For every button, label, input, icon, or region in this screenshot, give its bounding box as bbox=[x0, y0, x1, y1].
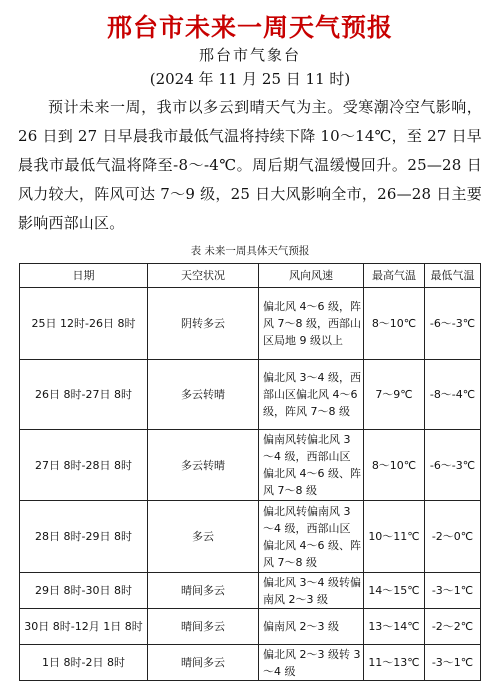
cell-low: -3～1℃ bbox=[425, 573, 481, 609]
cell-wind: 偏北风转偏南风 3～4 级，西部山区偏北风 4～6 级、阵风 7～8 级 bbox=[259, 501, 364, 573]
issuing-agency: 邢台市气象台 bbox=[198, 46, 301, 64]
table-row bbox=[20, 360, 481, 430]
table-header-row bbox=[20, 264, 481, 288]
cell-low: -2～0℃ bbox=[425, 501, 481, 573]
forecast-summary: 预计未来一周，我市以多云到晴天气为主。受寒潮冷空气影响，26 日到 27 日早晨我市最低气温将持续下降 10～14℃，至 27 日早晨我市最低气温将降至-8～-4℃。周后期气温缓慢回升。25—28 日风力较大，阵风可达 7～9 级，25 日大风影响全市，26—28 日主要影响西部山区。 bbox=[18, 98, 482, 232]
cell-sky: 多云转晴 bbox=[148, 360, 259, 430]
cell-wind: 偏北风 3～4 级，西部山区偏北风 4～6 级，阵风 7～8 级 bbox=[259, 360, 364, 430]
cell-high: 8～10℃ bbox=[364, 288, 425, 360]
table-row bbox=[20, 645, 481, 681]
cell-date: 26日 8时-27日 8时 bbox=[20, 360, 148, 430]
cell-date: 30日 8时-12月 1日 8时 bbox=[20, 609, 148, 645]
header-wind: 风向风速 bbox=[259, 264, 364, 288]
page-title: 邢台市未来一周天气预报 bbox=[106, 13, 393, 42]
cell-wind: 偏北风 4～6 级，阵风 7～8 级，西部山区局地 9 级以上 bbox=[259, 288, 364, 360]
cell-high: 14～15℃ bbox=[364, 573, 425, 609]
table-caption: 表 未来一周具体天气预报 bbox=[190, 245, 310, 257]
table-row bbox=[20, 430, 481, 501]
table-row bbox=[20, 573, 481, 609]
cell-sky: 多云转晴 bbox=[148, 430, 259, 501]
cell-wind: 偏南风转偏北风 3～4 级，西部山区偏北风 4～6 级、阵风 7～8 级 bbox=[259, 430, 364, 501]
cell-high: 11～13℃ bbox=[364, 645, 425, 681]
cell-wind: 偏南风 2～3 级 bbox=[259, 609, 364, 645]
cell-high: 13～14℃ bbox=[364, 609, 425, 645]
cell-sky: 晴间多云 bbox=[148, 645, 259, 681]
header-sky: 天空状况 bbox=[148, 264, 259, 288]
cell-sky: 多云 bbox=[148, 501, 259, 573]
cell-date: 1日 8时-2日 8时 bbox=[20, 645, 148, 681]
header-low: 最低气温 bbox=[425, 264, 481, 288]
cell-low: -6～-3℃ bbox=[425, 430, 481, 501]
cell-sky: 阴转多云 bbox=[148, 288, 259, 360]
table-row bbox=[20, 609, 481, 645]
header-high: 最高气温 bbox=[364, 264, 425, 288]
table-row bbox=[20, 288, 481, 360]
cell-low: -6～-3℃ bbox=[425, 288, 481, 360]
cell-date: 28日 8时-29日 8时 bbox=[20, 501, 148, 573]
cell-low: -2～2℃ bbox=[425, 609, 481, 645]
cell-high: 7～9℃ bbox=[364, 360, 425, 430]
cell-wind: 偏北风 3～4 级转偏南风 2～3 级 bbox=[259, 573, 364, 609]
cell-high: 10～11℃ bbox=[364, 501, 425, 573]
cell-sky: 晴间多云 bbox=[148, 573, 259, 609]
cell-low: -3～1℃ bbox=[425, 645, 481, 681]
table-row bbox=[20, 501, 481, 573]
cell-date: 29日 8时-30日 8时 bbox=[20, 573, 148, 609]
cell-date: 27日 8时-28日 8时 bbox=[20, 430, 148, 501]
header-date: 日期 bbox=[20, 264, 148, 288]
issue-datetime: (2024 年 11 月 25 日 11 时) bbox=[149, 70, 351, 88]
cell-sky: 晴间多云 bbox=[148, 609, 259, 645]
cell-low: -8～-4℃ bbox=[425, 360, 481, 430]
cell-wind: 偏北风 2～3 级转 3～4 级 bbox=[259, 645, 364, 681]
cell-high: 8～10℃ bbox=[364, 430, 425, 501]
forecast-table bbox=[19, 263, 481, 681]
cell-date: 25日 12时-26日 8时 bbox=[20, 288, 148, 360]
